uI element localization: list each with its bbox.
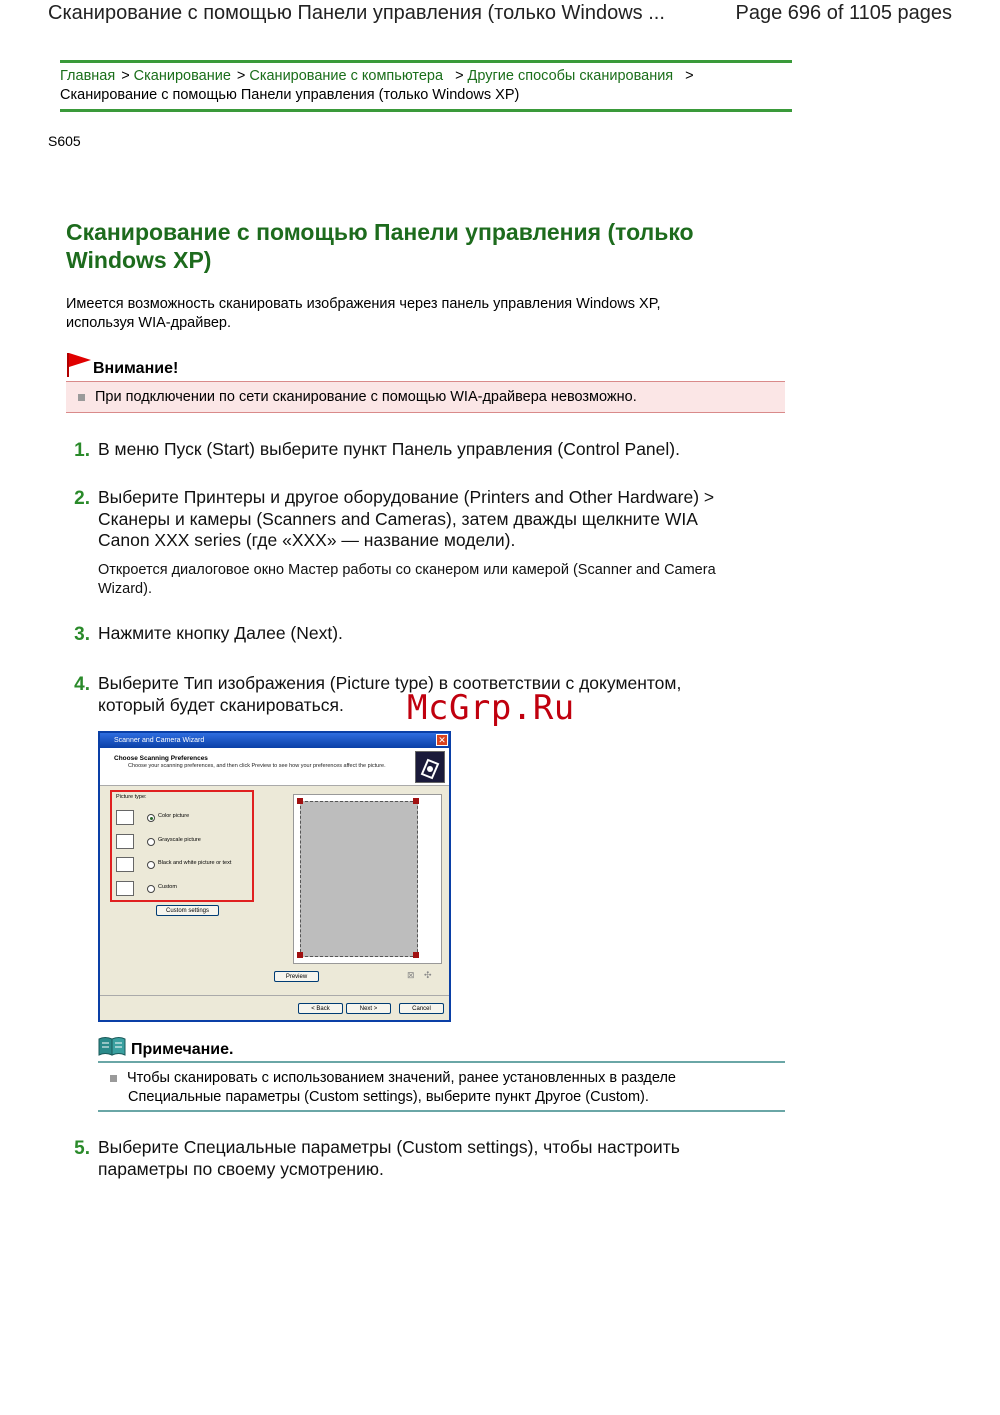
breadcrumb: [60, 67, 800, 105]
custom-picture-icon: [116, 881, 134, 896]
dialog-heading: Choose Scanning Preferences: [114, 755, 208, 762]
subtext-line: Wizard).: [98, 580, 152, 597]
book-icon: [98, 1036, 126, 1056]
crop-handle[interactable]: [413, 952, 419, 958]
radio-black-white[interactable]: [147, 861, 155, 869]
grayscale-picture-icon: [116, 834, 134, 849]
option-label: Custom: [158, 884, 177, 890]
step-number: 1.: [74, 440, 90, 461]
step-number: 2.: [74, 488, 90, 509]
picture-type-group: [110, 790, 254, 902]
page-counter: Page 696 of 1105 pages: [735, 2, 952, 24]
breadcrumb-link-scanning[interactable]: Сканирование: [133, 68, 231, 84]
warning-flag-icon: [66, 352, 92, 378]
dialog-subheading: Choose your scanning preferences, and then click Preview to see how your preferences affect the picture.: [128, 763, 386, 769]
close-icon[interactable]: ✕: [436, 734, 448, 746]
black-white-picture-icon: [116, 857, 134, 872]
radio-grayscale[interactable]: [147, 838, 155, 846]
intro-line: Имеется возможность сканировать изображения через панель управления Windows XP,: [66, 296, 661, 312]
step-text: Нажмите кнопку Далее (Next).: [98, 623, 343, 643]
option-custom[interactable]: [116, 881, 250, 897]
warning-item: [78, 389, 637, 405]
step-text: [98, 487, 798, 552]
step-line: Canon XXX series (где «XXX» — название модели).: [98, 530, 516, 550]
radio-color[interactable]: [147, 814, 155, 822]
crop-handle[interactable]: [297, 952, 303, 958]
watermark: McGrp.Ru: [407, 688, 575, 728]
preview-pane: [293, 794, 442, 964]
next-button[interactable]: Next >: [346, 1003, 391, 1014]
breadcrumb-bottom-divider: [60, 109, 792, 112]
cancel-button[interactable]: Cancel: [399, 1003, 444, 1014]
breadcrumb-top-divider: [60, 60, 792, 63]
step-line: Сканеры и камеры (Scanners and Cameras), затем дважды щелкните WIA: [98, 508, 698, 529]
custom-settings-button[interactable]: Custom settings: [156, 905, 219, 916]
dialog-divider: [100, 995, 449, 996]
step-number: 3.: [74, 624, 90, 645]
note-label: Примечание.: [131, 1041, 234, 1058]
step-line: Выберите Тип изображения (Picture type) в соответствии с документом,: [98, 673, 682, 693]
note-item: [111, 1069, 785, 1107]
crop-handle[interactable]: [413, 798, 419, 804]
radio-custom[interactable]: [147, 885, 155, 893]
note-line: Специальные параметры (Custom settings), выберите пункт Другое (Custom).: [128, 1089, 649, 1105]
dialog-titlebar: Scanner and Camera Wizard: [100, 733, 449, 748]
breadcrumb-link-home[interactable]: Главная: [60, 68, 116, 84]
breadcrumb-separator: >: [685, 68, 694, 84]
note-bottom-divider: [98, 1110, 785, 1112]
back-button[interactable]: < Back: [298, 1003, 343, 1014]
dialog-header: [100, 748, 449, 786]
note-line: [111, 1069, 785, 1088]
step-number: 5.: [74, 1138, 90, 1159]
option-label: Color picture: [158, 813, 190, 819]
scanner-wizard-dialog: [98, 731, 451, 1022]
step-line: Выберите Принтеры и другое оборудование (Printers and Other Hardware) >: [98, 487, 715, 507]
step-line: который будет сканироваться.: [98, 694, 344, 715]
preview-button[interactable]: Preview: [274, 971, 319, 982]
breadcrumb-separator: >: [121, 68, 130, 84]
intro-paragraph: [66, 295, 746, 333]
note-top-divider: [98, 1061, 785, 1063]
fit-selection-icon[interactable]: ⊠: [407, 970, 415, 980]
warning-label: Внимание!: [93, 360, 179, 377]
step-subtext: [98, 561, 798, 598]
option-label: Black and white picture or text: [158, 860, 232, 866]
option-black-white[interactable]: [116, 857, 250, 873]
breadcrumb-current: Сканирование с помощью Панели управления (только Windows XP): [60, 87, 520, 103]
camera-wizard-icon: [415, 751, 445, 783]
step-number: 4.: [74, 674, 90, 695]
warning-box: [66, 381, 785, 413]
option-color[interactable]: [116, 810, 250, 826]
step-line: параметры по своему усмотрению.: [98, 1158, 384, 1179]
picture-type-label: Picture type:: [116, 794, 147, 800]
zoom-icon[interactable]: ✣: [424, 970, 432, 980]
option-grayscale[interactable]: [116, 834, 250, 850]
scan-area[interactable]: [300, 801, 418, 957]
breadcrumb-separator: >: [455, 68, 464, 84]
document-code: S605: [48, 133, 81, 149]
breadcrumb-link-scan-from-computer[interactable]: Сканирование с компьютера: [249, 68, 444, 84]
warning-text: При подключении по сети сканирование с помощью WIA-драйвера невозможно.: [95, 389, 637, 405]
step-text: В меню Пуск (Start) выберите пункт Панель управления (Control Panel).: [98, 439, 680, 459]
breadcrumb-link-other-methods[interactable]: Другие способы сканирования: [467, 68, 674, 84]
step-text: [98, 1137, 798, 1180]
color-picture-icon: [116, 810, 134, 825]
breadcrumb-separator: >: [236, 68, 246, 84]
page-header-title: Сканирование с помощью Панели управления (только Windows ...: [48, 2, 665, 24]
option-label: Grayscale picture: [158, 837, 201, 843]
bullet-icon: [78, 394, 85, 401]
note-text: Чтобы сканировать с использованием значений, ранее установленных в разделе: [127, 1070, 676, 1086]
intro-line: используя WIA-драйвер.: [66, 315, 232, 331]
step-line: Выберите Специальные параметры (Custom settings), чтобы настроить: [98, 1137, 680, 1157]
page-title: Сканирование с помощью Панели управления (только Windows XP): [66, 219, 694, 273]
subtext-line: Откроется диалоговое окно Мастер работы со сканером или камерой (Scanner and Camera: [98, 562, 716, 578]
crop-handle[interactable]: [297, 798, 303, 804]
bullet-icon: [110, 1075, 117, 1082]
